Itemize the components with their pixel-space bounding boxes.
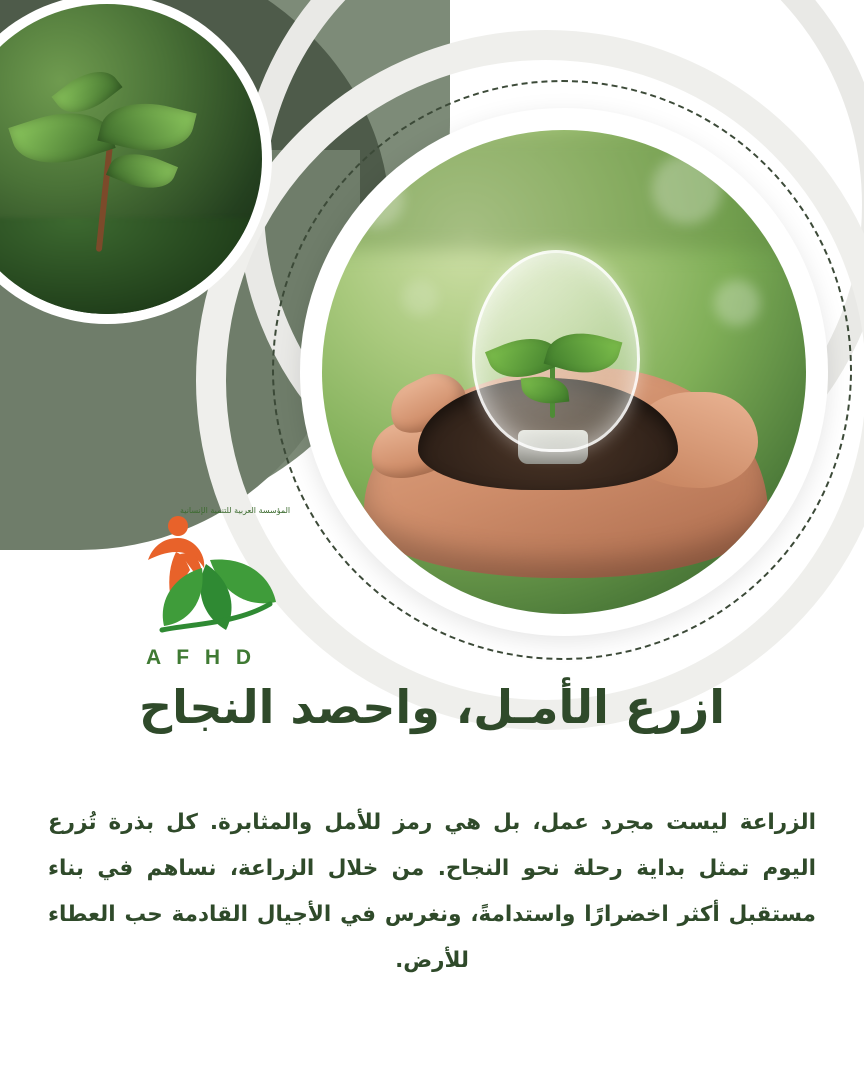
logo-acronym: A F H D <box>146 646 257 669</box>
poster-body-text: الزراعة ليست مجرد عمل، بل هي رمز للأمل والمثابرة. كل بذرة تُزرع اليوم تمثل بداية رحلة نحو النجاح. من خلال الزراعة، نساهم في بناء مستقبل أكثر اخضرارًا واستدامةً، ونغرس في الأجيال القادمة حب العطاء للأرض. <box>48 810 816 973</box>
logo-arabic-tagline: المؤسسة العربية للتنمية الإنسانية <box>180 506 291 515</box>
leaf-icon <box>106 143 178 198</box>
poster-headline: ازرع الأمـل، واحصد النجاح <box>138 680 726 734</box>
main-photo-hand-lightbulb <box>322 130 806 614</box>
organization-logo <box>118 498 308 676</box>
